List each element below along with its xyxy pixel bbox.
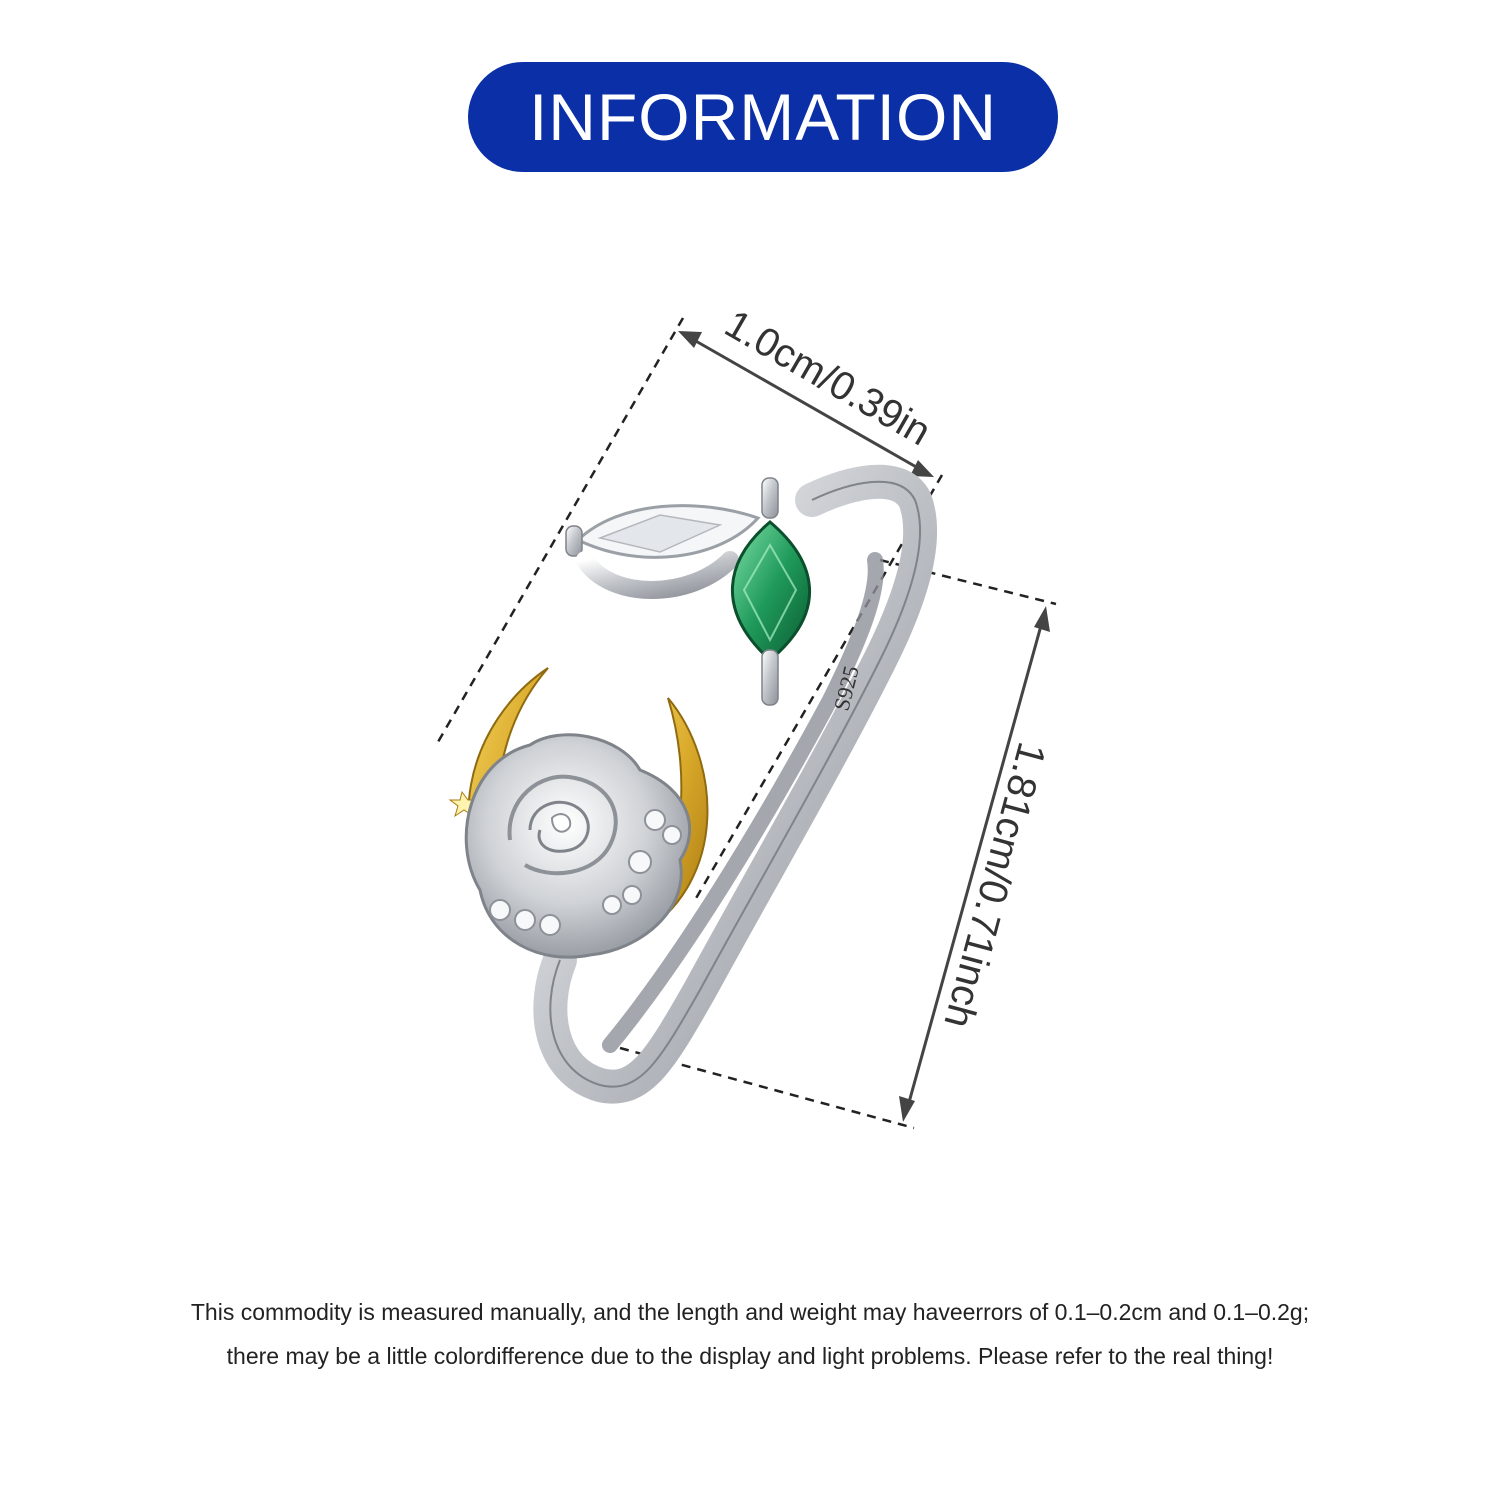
height-dimension-label: 1.81cm/0.71inch [935,737,1054,1033]
disclaimer-line-1: This commodity is measured manually, and the length and weight may haveerrors of 0.1–0.2cm and 0.1–0.2g; [190,1299,1310,1325]
height-arrowhead-bottom [899,1096,915,1122]
header-title: INFORMATION [528,80,998,154]
width-arrowhead-left [678,331,702,348]
measurement-disclaimer [60,1290,1440,1378]
clear-marquise-stone [566,506,758,590]
height-arrowhead-top [1034,606,1050,632]
width-dimension-label: 1.0cm/0.39in [717,301,938,455]
ring-stamp: S925 [828,663,864,714]
emerald-marquise-stone [732,478,809,705]
rose-charm [466,735,689,957]
disclaimer-line-2: there may be a little colordifference due to the display and light problems. Please refer to the real thing! [226,1343,1274,1369]
